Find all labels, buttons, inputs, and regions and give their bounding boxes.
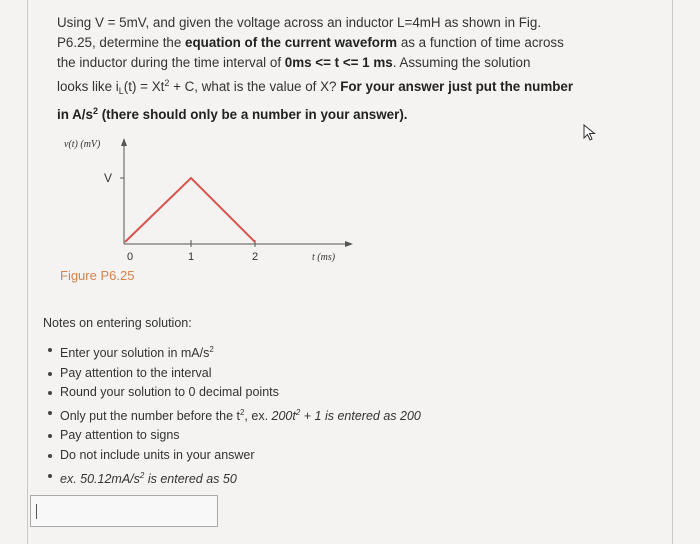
tick-2-label: 2 bbox=[252, 251, 259, 263]
note-item: Round your solution to 0 decimal points bbox=[46, 383, 421, 403]
y-axis-arrow bbox=[121, 138, 127, 146]
note-item: Do not include units in your answer bbox=[46, 446, 421, 466]
note-item: Pay attention to the interval bbox=[46, 364, 421, 384]
note-item: ex. $50.12mA/s^2$ is entered as 50 bbox=[46, 466, 421, 490]
note-item: Enter your solution in $mA/s^2$ bbox=[46, 340, 421, 364]
x-axis-arrow bbox=[345, 241, 353, 247]
answer-input[interactable] bbox=[39, 501, 213, 523]
tick-1-label: 1 bbox=[188, 251, 195, 263]
figure-caption: Figure P6.25 bbox=[60, 268, 135, 283]
waveform-line bbox=[125, 178, 255, 242]
voltage-waveform-figure bbox=[54, 132, 434, 282]
note-item: Pay attention to signs bbox=[46, 426, 421, 446]
answer-field[interactable] bbox=[30, 495, 218, 527]
y-axis-label: v(t) (mV) bbox=[64, 139, 101, 150]
note-item: Only put the number before the $t^2$, ex. $200t^2 + 1$ is entered as 200 bbox=[46, 403, 421, 427]
mouse-cursor-icon bbox=[583, 124, 597, 142]
question-text: Using V = 5mV, and given the voltage across an inductor L=4mH as shown in Fig. P6.25, determine the equation of the current waveform as a function of time across the inductor during the time interval of 0ms <= t <= 1 ms. Assuming the solution looks like $i_L(t) = Xt^2 + C$, what is the value of X? For your answer just put the number in $A/s^2$ (there should only be a number in your answer). bbox=[57, 15, 574, 122]
v-tick-label: V bbox=[104, 171, 113, 185]
notes-title: Notes on entering solution: bbox=[43, 316, 192, 330]
x-axis-label: t (ms) bbox=[312, 252, 336, 263]
text-caret bbox=[36, 504, 37, 519]
tick-0-label: 0 bbox=[127, 251, 134, 263]
notes-list bbox=[46, 340, 421, 489]
